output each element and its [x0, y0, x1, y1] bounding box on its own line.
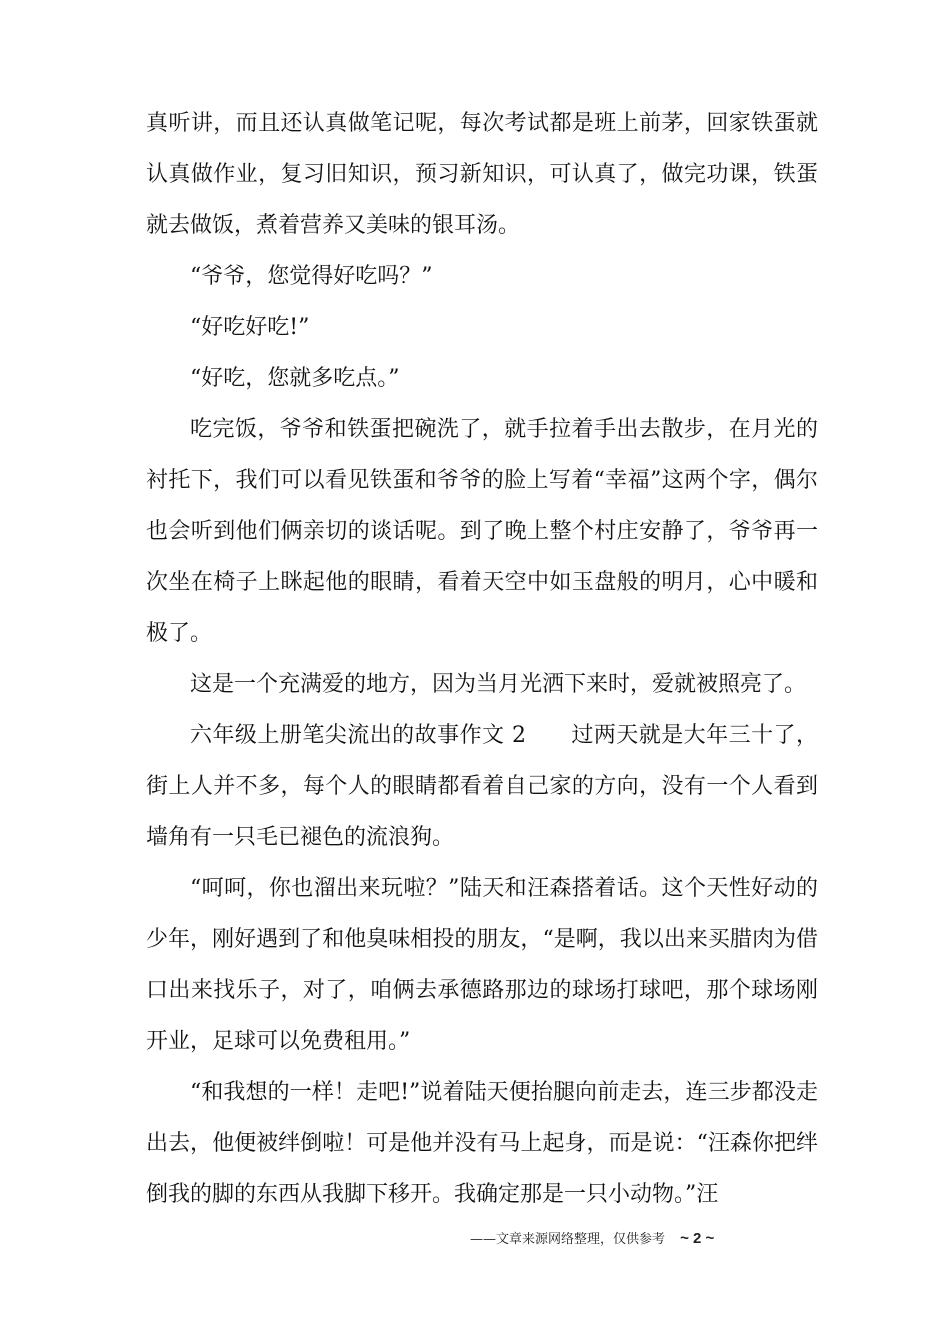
paragraph-continued: 真听讲，而且还认真做笔记呢，每次考试都是班上前茅，回家铁蛋就认真做作业，复习旧知识，预习新知识，可认真了，做完功课，铁蛋就去做饭，煮着营养又美味的银耳汤。	[146, 111, 818, 238]
paragraph-dialogue: “好吃好吃!”	[190, 315, 310, 340]
page-number: ~ 2 ~	[680, 1230, 715, 1247]
paragraph: “呵呵，你也溜出来玩啦？”陆天和汪森搭着话。这个天性好动的少年，刚好遇到了和他臭味相投的朋友，“是啊，我以出来买腊肉为借口出来找乐子，对了，咱俩去承德路那边的球场打球吧，那个球场刚开业，足球可以免费租用。”	[146, 876, 818, 1054]
source-note: ——文章来源网络整理，仅供参考	[470, 1232, 666, 1247]
page-footer	[470, 1228, 770, 1252]
paragraph-story-start: 六年级上册笔尖流出的故事作文 2 过两天就是大年三十了，街上人并不多，每个人的眼睛都看着自己家的方向，没有一个人看到墙角有一只毛已褪色的流浪狗。	[146, 723, 818, 850]
paragraph: “和我想的一样！走吧!”说着陆天便抬腿向前走去，连三步都没走出去，他便被绊倒啦！可是他并没有马上起身，而是说：“汪森你把绊倒我的脚的东西从我脚下移开。我确定那是一只小动物。”汪	[146, 1080, 818, 1207]
paragraph-dialogue: “好吃，您就多吃点。”	[190, 366, 400, 391]
paragraph: 吃完饭，爷爷和铁蛋把碗洗了，就手拉着手出去散步，在月光的衬托下，我们可以看见铁蛋和爷爷的脸上写着“幸福”这两个字，偶尔也会听到他们俩亲切的谈话呢。到了晚上整个村庄安静了，爷爷再一次坐在椅子上眯起他的眼睛，看着天空中如玉盘般的明月，心中暖和极了。	[146, 417, 818, 646]
paragraph: 这是一个充满爱的地方，因为当月光洒下来时，爱就被照亮了。	[190, 672, 807, 697]
document-body	[146, 98, 818, 1220]
paragraph-dialogue: “爷爷，您觉得好吃吗？”	[190, 264, 433, 289]
